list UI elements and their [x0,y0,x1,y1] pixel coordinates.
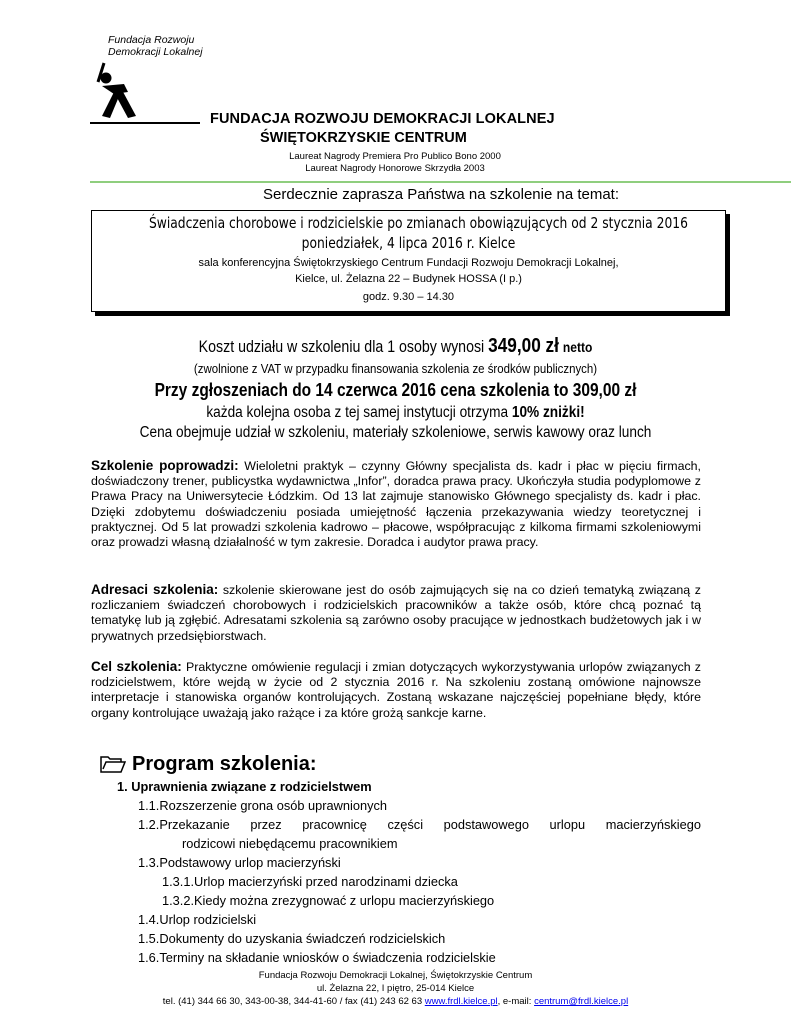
event-venue-line1: sala konferencyjna Świętokrzyskiego Centrum Fundacji Rozwoju Demokracji Lokalnej, [198,257,619,269]
event-box [91,210,726,312]
event-hours: godz. 9.30 – 14.30 [362,291,455,303]
program-item: rodzicowi niebędącemu pracownikiem [182,836,398,851]
program-item: 1.3.Podstawowy urlop macierzyński [138,855,341,870]
discount-value: 10% zniżki! [511,404,585,421]
footer-line3 [0,996,791,1007]
includes-line: Cena obejmuje udział w szkoleniu, materiały szkoleniowe, serwis kawowy oraz lunch [139,424,652,441]
program-item: 1.5.Dokumenty do uzyskania świadczeń rodzicielskich [138,931,446,946]
footer-line2: ul. Żelazna 22, I piętro, 25-014 Kielce [316,983,475,994]
cost-prefix: Koszt udziału w szkoleniu dla 1 osoby wynosi [198,338,485,356]
cost-value: 349,00 zł [488,335,559,357]
logo-text [108,34,203,58]
logo-text-line2: Demokracji Lokalnej [108,46,203,58]
program-item: 1.6.Terminy na składanie wniosków o świadczenia rodzicielskie [138,950,496,965]
invitation-text: Serdecznie zaprasza Państwa na szkolenie na temat: [262,186,620,203]
audience-heading: Adresaci szkolenia: [91,582,219,597]
footer-line1: Fundacja Rozwoju Demokracji Lokalnej, Świętokrzyskie Centrum [258,970,533,981]
cost-suffix: netto [562,339,593,355]
event-venue-line2: Kielce, ul. Żelazna 22 – Budynek HOSSA (I p.) [295,273,522,285]
goal-heading: Cel szkolenia: [91,659,182,674]
program-item: 1. Uprawnienia związane z rodzicielstwem [117,779,372,794]
trainer-section [91,458,701,550]
email-label: , e-mail: [497,996,532,1007]
website-link[interactable]: www.frdl.kielce.pl [424,996,498,1007]
goal-text: Praktyczne omówienie regulacji i zmian dotyczących wykorzystywania urlopów związanych z rodzicielstwem, które wejdą w życie od 2 stycznia 2016 r. Na szkoleniu zostaną omówione najnowsze interpretacje i stanowiska organów kontrolujących. Zostaną wskazane najczęściej popełniane błędy, które organy kontrolujące uważają jako rażące i za które grożą sankcje karne. [91,660,702,720]
event-title: Świadczenia chorobowe i rodzicielskie po zmianach obowiązujących od 2 stycznia 2016 [148,214,688,232]
trainer-text: Wieloletni praktyk – czynny Główny specjalista ds. kadr i płac w pięciu firmach, doświadczony trener, publicystka wydawnictwa „Infor”, doradca prawa pracy. Ukończyła studia podyplomowe z Prawa Pracy na Uniwersytecie Łódzkim. Od 13 lat zajmuje stanowisko Głównego specjalisty ds. kadr i płac. Dzięki zdobytemu doświadczeniu posiada umiejętność łączenia przekazywania wiedzy teoretycznej i praktycznej. Od 5 lat prowadzi szkolenia kadrowo – płacowe, współpracując z kilkoma firmami szkoleniowymi oraz prowadzi własną działalność w tym zakresie. Doradca i audytor prawa pracy. [91,459,701,550]
program-item: 1.1.Rozszerzenie grona osób uprawnionych [138,798,387,813]
header-divider [90,181,791,183]
org-subtitle: ŚWIĘTOKRZYSKIE CENTRUM [260,130,467,146]
trainer-heading: Szkolenie poprowadzi: [91,458,239,473]
vat-note: (zwolnione z VAT w przypadku finansowania szkolenia ze środków publicznych) [193,361,598,376]
logo-text-line1: Fundacja Rozwoju [108,34,195,46]
program-heading-text: Program szkolenia: [132,753,317,775]
running-figure-icon [92,60,142,122]
award-line-2: Laureat Nagrody Honorowe Skrzydła 2003 [305,163,485,174]
program-item: 1.2.Przekazanie przez pracownicę części podstawowego urlopu macierzyńskiego [138,817,701,832]
event-date: poniedziałek, 4 lipca 2016 r. Kielce [301,234,516,252]
logo-underline [90,122,200,124]
program-item: 1.4.Urlop rodzicielski [138,912,257,927]
promo-line: Przy zgłoszeniach do 14 czerwca 2016 cena szkolenia to 309,00 zł [154,380,637,400]
program-item: 1.3.1.Urlop macierzyński przed narodzinami dziecka [162,874,458,889]
org-name: FUNDACJA ROZWOJU DEMOKRACJI LOKALNEJ [210,111,555,127]
audience-section [91,582,701,644]
footer-phone: tel. (41) 344 66 30, 343-00-38, 344-41-60 / fax (41) 243 62 63 [162,996,423,1007]
folder-icon [100,755,126,773]
goal-section [91,659,701,721]
discount-line [47,404,743,422]
program-item: 1.3.2.Kiedy można zrezygnować z urlopu macierzyńskiego [162,893,495,908]
award-line-1: Laureat Nagrody Premiera Pro Publico Bono 2000 [289,151,501,162]
cost-line [55,335,735,358]
audience-text: szkolenie skierowane jest do osób zajmujących się na co dzień tematyką związaną z rozliczaniem świadczeń chorobowych i rodzicielskich pracowników a także osób, które chcą poznać tą tematykę lub ją zgłębić. Adresatami szkolenia są zarówno osoby pracujące w jednostkach budżetowych jak i w prywatnych przedsiębiorstwach. [91,583,701,643]
email-link[interactable]: centrum@frdl.kielce.pl [534,996,629,1007]
discount-prefix: każda kolejna osoba z tej samej instytucji otrzyma [206,404,509,421]
program-heading [100,753,317,776]
